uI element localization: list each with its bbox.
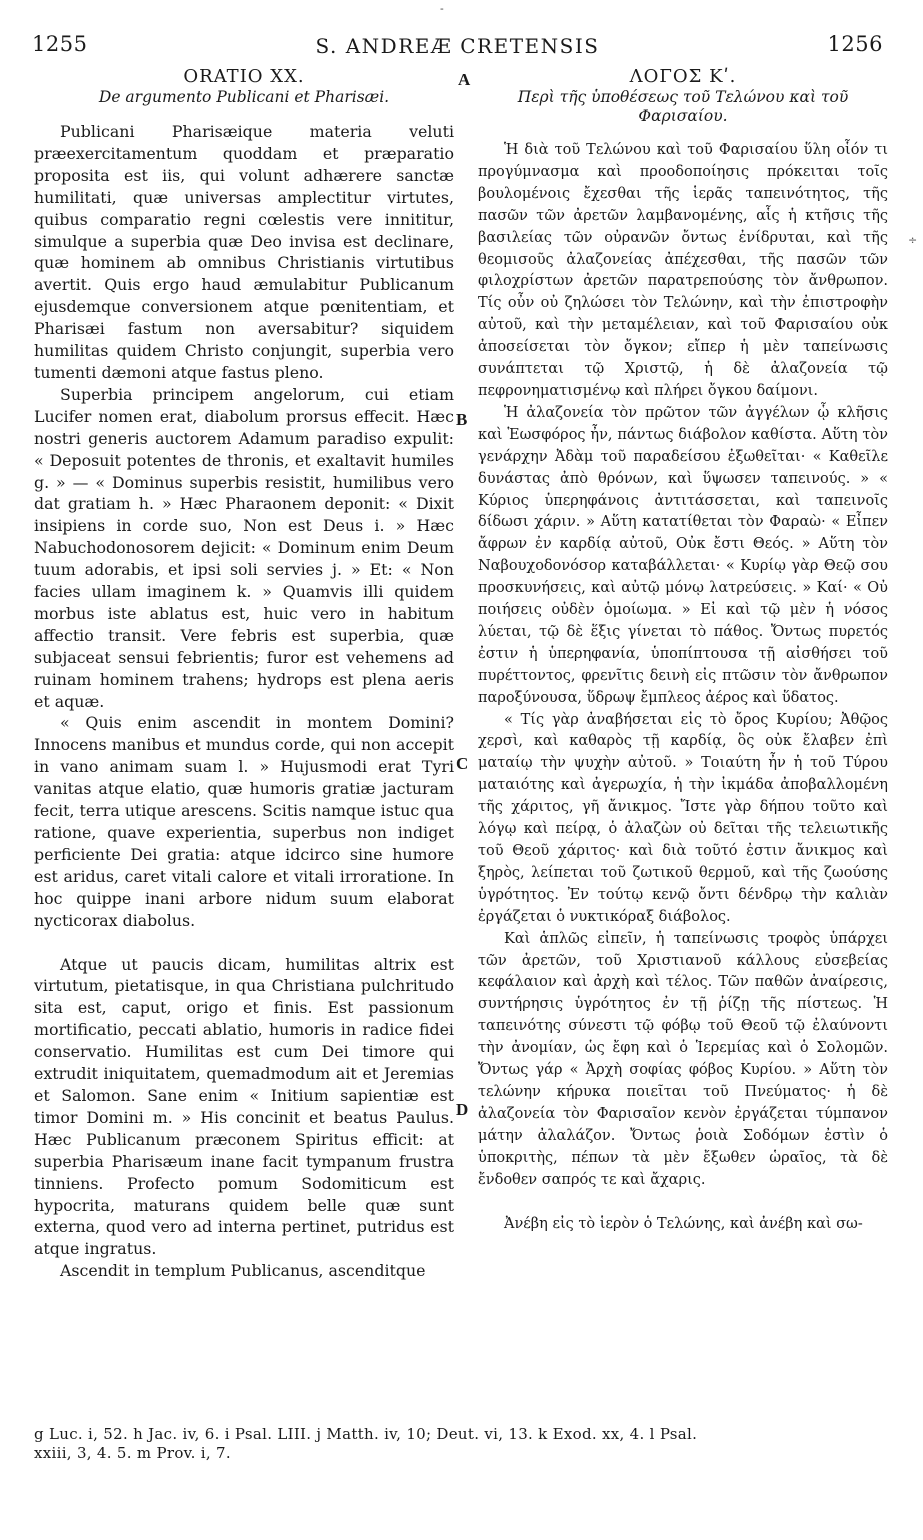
top-margin-mark: -	[440, 2, 444, 15]
latin-column	[34, 66, 454, 1282]
page-number-left: 1255	[32, 32, 88, 56]
greek-column	[478, 66, 888, 1235]
greek-subtitle: Περὶ τῆς ὑποθέσεως τοῦ Τελώνου καὶ τοῦ Φαρισαίου.	[517, 88, 849, 125]
latin-title: ORATIO XX.	[183, 66, 305, 87]
greek-title: ΛΟΓΟΣ Κʹ.	[629, 66, 737, 87]
latin-paragraph: Superbia principem angelorum, cui etiam Lucifer nomen erat, diabolum prorsus effecit. Hæc nostri generis auctorem Adamum paradiso expulit: « Deposuit potentes de thronis, et exaltavit humiles g. » — « Dominus superbis resistit, humilibus vero dat gratiam h. » Hæc Pharaonem deponit: « Dixit insipiens in corde suo, Non est Deus i. » Hæc Nabuchodonosorem dejicit: « Dominum enim Deum tuum adorabis, et ipsi soli servies j. » Et: « Non facies ullam imaginem k. » Quamvis illi quidem morbus iste ablatus est, huic vero in habitum affectio transit. Vere febris est superbia, quæ subjaceat sensui febrientis; furor est vehemens ad ruinam hominem trahens; hydrops est plena aeris et aquæ.	[34, 384, 454, 711]
footnote-line: g Luc. i, 52. h Jac. iv, 6. i Psal. LIII. j Matth. iv, 10; Deut. vi, 13. k Exod. xx, 4. l Psal.	[34, 1425, 698, 1443]
latin-paragraph: « Quis enim ascendit in montem Domini? Innocens manibus et mundus corde, qui non accepit in vano animam suam l. » Hujusmodi erat Tyri vanitas atque elatio, quæ humoris gratiæ jacturam fecit, terra utique arescens. Scitis namque istuc qua ratione, quave experientia, superbus non indiget perficiente Dei gratia: atque idcirco sine humore est aridus, caret vitali calore et vitali irroratione. In hoc quippe inani arbore nidum suum elaborat nycticorax diabolus.	[34, 713, 454, 930]
running-title: S. ANDREÆ CRETENSIS	[315, 34, 600, 58]
margin-letter-a: A	[458, 70, 471, 89]
latin-paragraph: Atque ut paucis dicam, humilitas altrix est virtutum, pietatisque, in qua Christiana pulchritudo sita est, caput, origo et finis. Est passionum mortificatio, peccati ablatio, humoris in radice fidei conservatio. Humilitas est cum Dei timore qui extrudit iniquitatem, quemadmodum ait et Jeremias et Salomon. Sane enim « Initium sapientiæ est timor Domini m. » His concinit et beatus Paulus. Hæc Publicanum præconem Spiritus efficit: at superbia Pharisæum inane facit tympanum frustra tinniens. Profecto pomum Sodomiticum est hypocrita, maturans quidem belle quæ sunt externa, quod vero ad interna pertinet, putridus est atque ingratus.	[34, 954, 454, 1259]
running-head	[32, 32, 883, 64]
footnote-line: xxiii, 3, 4. 5. m Prov. i, 7.	[34, 1444, 231, 1462]
page-number-right: 1256	[827, 32, 883, 56]
margin-letter-d: D	[456, 1100, 469, 1119]
right-margin-mark: ÷	[908, 234, 918, 247]
margin-letter-c: C	[456, 754, 469, 773]
latin-subtitle: De argumento Publicani et Pharisæi.	[98, 88, 390, 106]
greek-paragraph: Ἡ ἀλαζονεία τὸν πρῶτον τῶν ἀγγέλων ᾧ κλῆσις καὶ Ἑωσφόρος ἦν, πάντως διάβολον καθίστα. Αὕτη τὸν γενάρχην Ἀδὰμ τοῦ παραδείσου ἐξωθεῖται· « Καθεῖλε δυνάστας ἀπὸ θρόνων, καὶ ὕψωσεν ταπεινούς. » « Κύριος ὑπερηφάνοις ἀντιτάσσεται, καὶ ταπεινοῖς δίδωσι χάριν. » Αὕτη κατατίθεται τὸν Φαραὼ· « Εἶπεν ἄφρων ἐν καρδίᾳ αὐτοῦ, Οὐκ ἔστι Θεός. » Αὕτη τὸν Ναβουχοδονόσορ καταβάλλεται· « Κυρίῳ γὰρ Θεῷ σου προσκυνήσεις, καὶ αὐτῷ μόνῳ λατρεύσεις. » Καί· « Οὐ ποιήσεις οὐδὲν ὁμοίωμα. » Εἰ καὶ τῷ μὲν ἡ νόσος λύεται, τῷ δὲ ἕξις γίνεται τὸ πάθος. Ὄντως πυρετός ἐστιν ἡ ὑπερηφανία, ὑποπίπτουσα τῇ αἰσθήσει τοῦ πυρέττοντος, φρενῖτις δεινὴ εἰς πτῶσιν τὸν ἄνθρωπον παροξύνουσα, ὕδρωψ ἔμπλεος ἀέρος καὶ ὕδατος.	[478, 404, 888, 706]
greek-paragraph: « Τίς γὰρ ἀναβήσεται εἰς τὸ ὄρος Κυρίου; Ἀθῷος χερσὶ, καὶ καθαρὸς τῇ καρδίᾳ, ὃς οὐκ ἔλαβεν ἐπὶ ματαίῳ τὴν ψυχὴν αὐτοῦ. » Τοιαύτη ἦν ἡ τοῦ Τύρου ματαιότης καὶ ἀγερωχία, ἡ τὴν ἰκμάδα ἀποβαλλομένη τῆς χάριτος, γῆ ἄνικμος. Ἴστε γὰρ δήπου τοῦτο καὶ λόγῳ καὶ πείρᾳ, ὁ ἀλαζὼν οὐ δεῖται τῆς τελειωτικῆς τοῦ Θεοῦ χάριτος· καὶ διὰ τοῦτό ἐστιν ἄνικμος καὶ ξηρὸς, λείπεται τοῦ ζωτικοῦ θερμοῦ, καὶ τῆς ζωούσης ὑγρότητος. Ἐν τούτῳ κενῷ ὄντι δένδρῳ τὴν καλιὰν ἐργάζεται ὁ νυκτικόραξ διάβολος.	[478, 711, 888, 925]
greek-paragraph: Ἡ διὰ τοῦ Τελώνου καὶ τοῦ Φαρισαίου ὕλη οἷόν τι προγύμνασμα καὶ προοδοποίησις πρόκειται τοῖς βουλομένοις ἔχεσθαι τῆς ἱερᾶς ταπεινότητος, τῆς πασῶν τῶν ἀρετῶν λαμβανομένης, αἷς ἡ κτῆσις τῆς βασιλείας τῶν οὐρανῶν ὄντως ἐνίδρυται, καὶ τῆς θεομισοῦς ἀλαζονείας ἀπέχεσθαι, τῆς πασῶν τῶν φιλοχρίστων ἀρετῶν παρατρεπούσης τὸν ἄνθρωπον. Τίς οὖν οὐ ζηλώσει τὸν Τελώνην, καὶ τὴν ἐπιστροφὴν αὐτοῦ, καὶ τὴν μεταμέλειαν, καὶ τοῦ Φαρισαίου οὐκ ἀποσείσεται τὸν ὄγκον; εἴπερ ἡ μὲν ταπείνωσις συνάπτεται τῷ Χριστῷ, ἡ δὲ ἀλαζονεία τῷ πεφρονηματισμένῳ καὶ πλήρει ὄγκου δαίμονι.	[478, 142, 888, 399]
footnotes	[34, 1425, 883, 1463]
greek-paragraph: Καὶ ἁπλῶς εἰπεῖν, ἡ ταπείνωσις τροφὸς ὑπάρχει τῶν ἀρετῶν, τοῦ Χριστιανοῦ κάλλους εὐσεβείας κεφάλαιον καὶ ἀρχὴ καὶ τέλος. Τῶν παθῶν ἀναίρεσις, συντήρησις ὑγρότητος ἐν τῇ ῥίζῃ τῆς πίστεως. Ἡ ταπεινότης σύνεστι τῷ φόβῳ τοῦ Θεοῦ τῷ ἐλαύνοντι τὴν ἀνομίαν, ὡς ἔφη καὶ ὁ Ἱερεμίας καὶ ὁ Σολομῶν. Ὄντως γάρ « Ἀρχὴ σοφίας φόβος Κυρίου. » Αὕτη τὸν τελώνην κήρυκα ποιεῖται τοῦ Πνεύματος· ἡ δὲ ἀλαζονεία τὸν Φαρισαῖον κενὸν ἐργάζεται τύμπανον μάτην ἀλαλάζον. Ὄντως ῥοιὰ Σοδόμων ἐστὶν ὁ ὑποκριτὴς, πέπων τὰ μὲν ἔξωθεν ὡραῖος, τὰ δὲ ἔνδοθεν σαπρός τε καὶ ἄχαρις.	[478, 930, 888, 1188]
latin-paragraph: Publicani Pharisæique materia veluti præexercitamentum quoddam et præparatio proposita est iis, qui volunt adhærere sanctæ humilitati, quæ universas amplectitur virtutes, quibus comparatio regni cœlestis vere innititur, simulque a superbia quæ Deo invisa est declinare, quæ hominem ab omnibus Christianis virtutibus avertit. Quis ergo haud æmulabitur Publicanum ejusdemque conversionem atque pœnitentiam, et Pharisæi fastum non aversabitur? siquidem humilitas quidem Christo conjungit, superbia vero tumenti dæmoni atque fastus pleno.	[34, 122, 454, 382]
latin-paragraph: Ascendit in templum Publicanus, ascenditque	[60, 1261, 426, 1281]
margin-letter-b: B	[456, 410, 468, 429]
greek-paragraph: Ἀνέβη εἰς τὸ ἱερὸν ὁ Τελώνης, καὶ ἀνέβη καὶ σω-	[504, 1215, 863, 1232]
